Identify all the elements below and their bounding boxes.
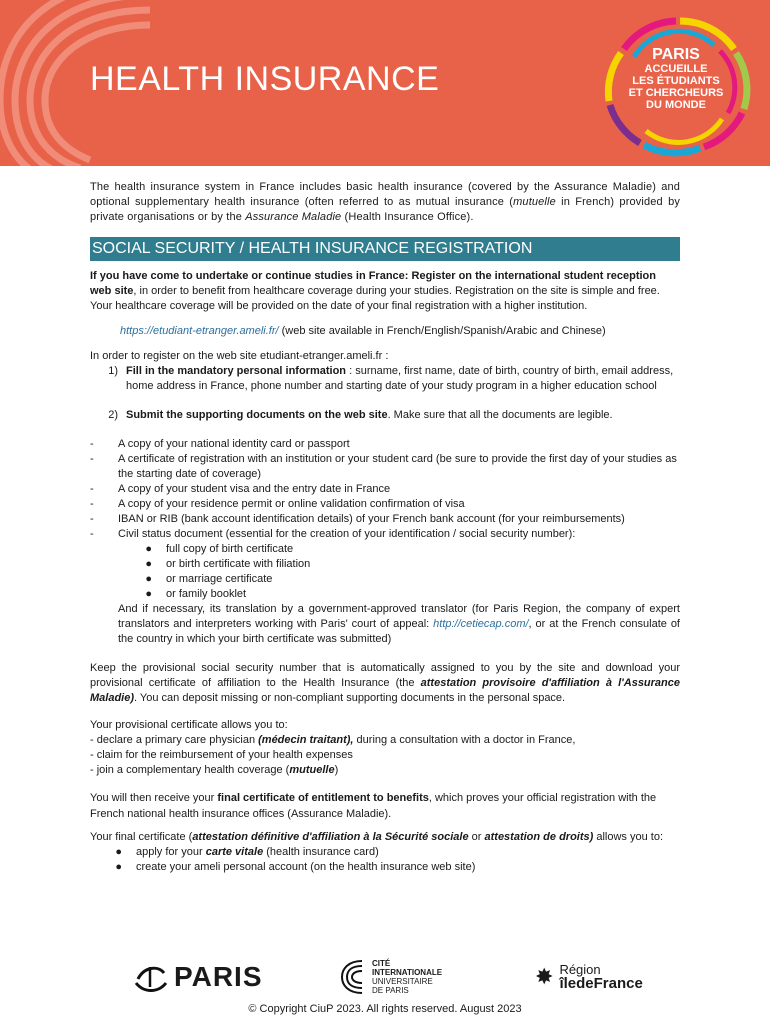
paris-wordmark: PARIS xyxy=(174,961,263,992)
final-certificate-paragraph: You will then receive your final certificate of entitlement to benefits, which proves your official registration with the French national health insurance offices (Assurance Maladie). xyxy=(90,792,657,820)
section-heading: SOCIAL SECURITY / HEALTH INSURANCE REGISTRATION xyxy=(90,237,680,261)
list-item: ● full copy of birth certificate xyxy=(145,543,294,555)
provisional-allows xyxy=(90,718,680,778)
provisional-paragraph: Keep the provisional social security number that is automatically assigned to you by the site and download your provisional certificate of affiliation to the Health Insurance (the attestation provisoire d'affiliation à l'Assurance Maladie). You can deposit missing or non-compliant supporting documents in the personal space. xyxy=(90,662,681,704)
document-body xyxy=(90,180,680,875)
ameli-link-line: https://etudiant-etranger.ameli.fr/ (web site available in French/English/Spanish/Arabic and Chinese) xyxy=(120,325,606,337)
list-item: - A copy of your national identity card or passport xyxy=(90,438,350,450)
star-icon: ✸ xyxy=(535,964,554,989)
region-line-1: Région xyxy=(559,962,601,977)
copyright: © Copyright CiuP 2023. All rights reserved. August 2023 xyxy=(248,1003,522,1015)
list-item: - A copy of your residence permit or online validation confirmation of visa xyxy=(90,498,465,510)
paris-accueille-badge xyxy=(594,9,758,159)
badge-line-monde: DU MONDE xyxy=(646,99,706,111)
region-logo xyxy=(535,963,643,991)
list-item: - Civil status document (essential for the creation of your identification / social security number): xyxy=(90,528,576,540)
ameli-link[interactable]: https://etudiant-etranger.ameli.fr/ xyxy=(120,325,279,337)
list-item: ● or marriage certificate xyxy=(145,573,273,585)
list-item: ● create your ameli personal account (on the health insurance web site) xyxy=(115,861,476,873)
cetiecap-link[interactable]: http://cetiecap.com/ xyxy=(433,618,529,630)
list-item: - A copy of your student visa and the entry date in France xyxy=(90,483,391,495)
footer-logos xyxy=(0,955,770,1005)
paris-ship-icon xyxy=(134,959,168,995)
allows-item-3: - join a complementary health coverage (mutuelle) xyxy=(90,764,339,776)
ciup-line-1: CITÉ xyxy=(372,959,391,968)
region-line-2: îledeFrance xyxy=(559,975,643,992)
ciup-c-icon xyxy=(340,957,366,997)
civil-status-list xyxy=(90,542,680,602)
page-title: HEALTH INSURANCE xyxy=(90,60,440,98)
list-item: - A certificate of registration with an institution or your student card (be sure to provide the first day of your studies as the starting date of coverage) xyxy=(90,453,677,480)
allows-item-1: - declare a primary care physician (médecin traitant), during a consultation with a doctor in France, xyxy=(90,734,576,746)
list-item: ● or family booklet xyxy=(145,588,247,600)
ciup-line-3: UNIVERSITAIRE xyxy=(372,977,433,986)
final-allows-lead: Your final certificate (attestation définitive d'affiliation à la Sécurité sociale or attestation de droits) allows you to: xyxy=(90,831,663,843)
badge-line-paris: PARIS xyxy=(652,46,700,63)
header-banner xyxy=(0,0,770,166)
badge-line-chercheurs: ET CHERCHEURS xyxy=(628,87,724,99)
badge-text xyxy=(594,47,758,111)
allows-item-2: - claim for the reimbursement of your health expenses xyxy=(90,749,353,761)
translation-paragraph: And if necessary, its translation by a government-approved translator (for Paris Region, the company of expert translators and interpreters working with Paris' court of appeal: http://cetiecap.com/, or at the French consulate of the country in which your birth certificate was submitted) xyxy=(118,603,680,645)
register-paragraph: If you have come to undertake or continue studies in France: Register on the international student reception web site, in order to benefit from healthcare coverage during your studies. Registration on the site is simple and free. Your healthcare coverage will be provided on the date of your final registration with a higher institution. xyxy=(90,270,660,312)
ciup-line-4: DE PARIS xyxy=(372,986,409,995)
list-item: ● or birth certificate with filiation xyxy=(145,558,311,570)
list-item: - IBAN or RIB (bank account identification details) of your French bank account (for your reimbursements) xyxy=(90,513,625,525)
paris-logo xyxy=(134,959,263,995)
documents-list xyxy=(90,437,680,542)
badge-line-accueille: ACCUEILLE xyxy=(644,63,708,75)
step-2: 2) Submit the supporting documents on the web site. Make sure that all the documents are legible. xyxy=(108,409,613,421)
allows-lead: Your provisional certificate allows you to: xyxy=(90,719,288,731)
step-1: 1) Fill in the mandatory personal information : surname, first name, date of birth, country of birth, email address, home address in France, phone number and starting date of your study program in a higher education school xyxy=(108,365,674,392)
ciup-logo xyxy=(340,957,442,997)
badge-line-etudiants: LES ÉTUDIANTS xyxy=(632,75,720,87)
list-item: ● apply for your carte vitale (health insurance card) xyxy=(115,846,379,858)
register-lead: In order to register on the web site etudiant-etranger.ameli.fr : xyxy=(90,350,389,362)
ciup-line-2: INTERNATIONALE xyxy=(372,968,443,977)
intro-paragraph: The health insurance system in France includes basic health insurance (covered by the Assurance Maladie) and optional supplementary health insurance (often referred to as mutual insurance (mutuelle in French) provided by private organisations or by the Assurance Maladie (Health Insurance Office). xyxy=(90,181,680,223)
